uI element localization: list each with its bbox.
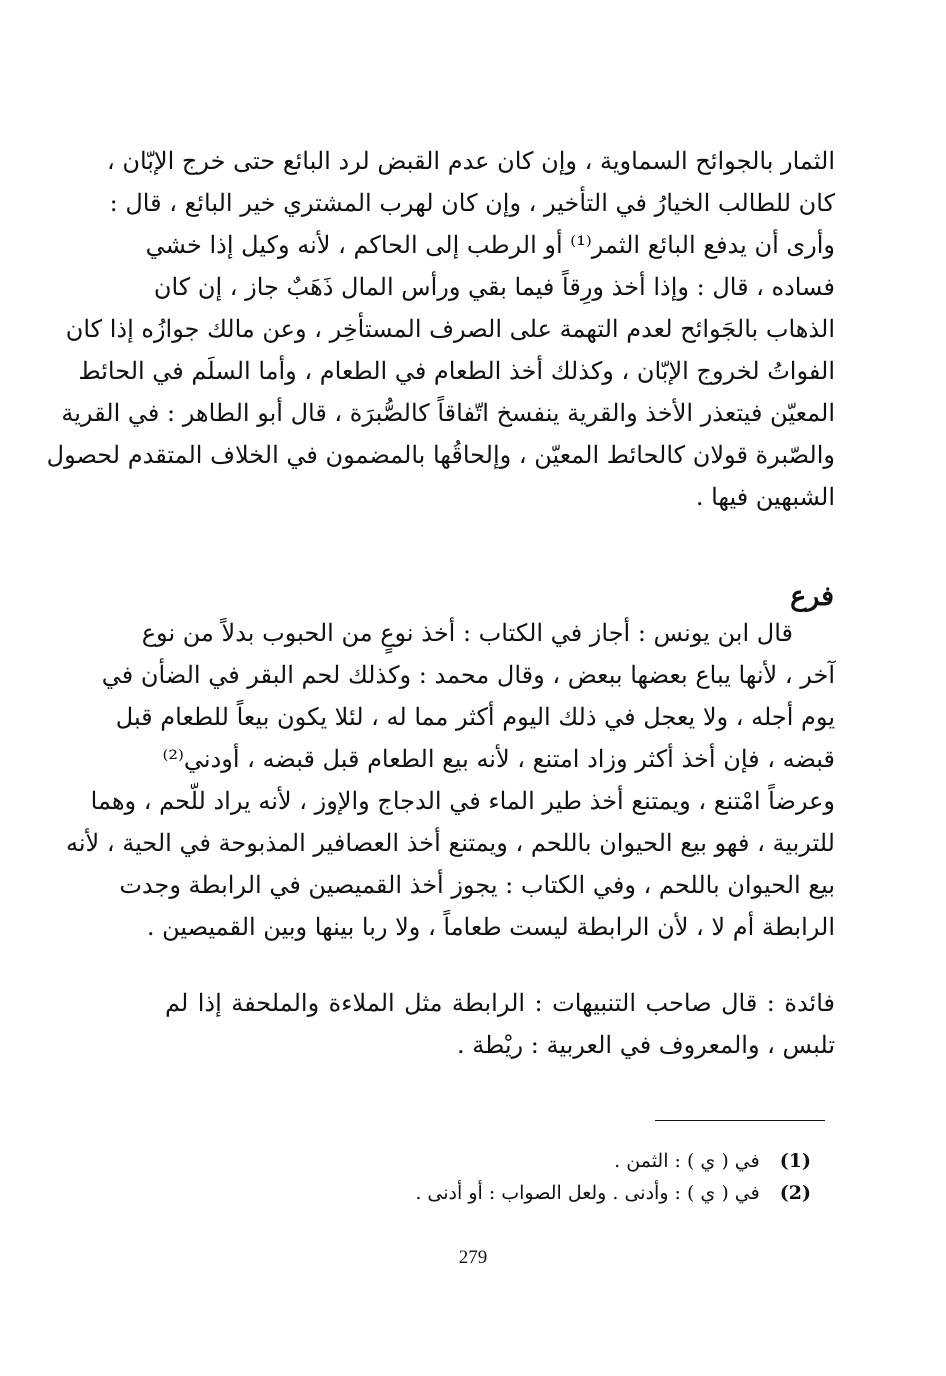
text-line: قبضه ، فإن أخذ أكثر وزاد امتنع ، لأنه بيع الطعام قبل قبضه ، أودني⁽²⁾ bbox=[162, 745, 835, 773]
footnote-number: (2) bbox=[779, 1182, 811, 1204]
text-line: فائدة : قال صاحب التنبيهات : الرابطة مثل الملاءة والملحفة إذا لم bbox=[165, 989, 835, 1017]
text-line: فساده ، قال : وإذا أخذ ورِقاً فيما بقي ورأس المال ذَهَبٌ جاز ، إن كان bbox=[153, 273, 835, 301]
footnote-divider bbox=[655, 1120, 825, 1121]
paragraph-3 bbox=[165, 982, 835, 1066]
page-number: 279 bbox=[458, 1247, 488, 1268]
section-heading: فرع bbox=[790, 581, 834, 612]
text-line: الرابطة أم لا ، لأن الرابطة ليست طعاماً ، ولا ربا بينها وبين القميصين . bbox=[146, 913, 835, 941]
text-line: الذهاب بالجَوائح لعدم التهمة على الصرف المستأخِر ، وعن مالك جوازُه إذا كان bbox=[65, 315, 835, 343]
text-line: المعيّن فيتعذر الأخذ والقرية ينفسخ اتّفاقاً كالصُّبرَة ، قال أبو الطاهر : في القرية bbox=[61, 399, 835, 427]
footnote-1 bbox=[311, 1145, 811, 1177]
text-line: الثمار بالجوائح السماوية ، وإن كان عدم القبض لرد البائع حتى خرج الإبّان ، bbox=[106, 147, 835, 175]
text-line: للتربية ، فهو بيع الحيوان باللحم ، ويمتنع أخذ العصافير المذبوحة في الحية ، لأنه bbox=[66, 829, 835, 857]
text-line: تلبس ، والمعروف في العربية : ريْطة . bbox=[457, 1031, 835, 1059]
text-line: الفواتُ لخروج الإبّان ، وكذلك أخذ الطعام في الطعام ، وأما السلَم في الحائط bbox=[78, 357, 835, 385]
footnote-2 bbox=[311, 1177, 811, 1209]
text-line: آخر ، لأنها يباع بعضها ببعض ، وقال محمد : وكذلك لحم البقر في الضأن في bbox=[101, 661, 835, 689]
text-line: والصّبرة قولان كالحائط المعيّن ، وإلحاقُها بالمضمون في الخلاف المتقدم لحصول bbox=[46, 441, 835, 469]
text-line: وأرى أن يدفع البائع الثمر⁽¹⁾ أو الرطب إلى الحاكم ، لأنه وكيل إذا خشي bbox=[145, 231, 835, 259]
text-line: بيع الحيوان باللحم ، وفي الكتاب : يجوز أخذ القميصين في الرابطة وجدت bbox=[119, 871, 835, 899]
text-line: يوم أجله ، ولا يعجل في ذلك اليوم أكثر مما له ، لئلا يكون بيعاً للطعام قبل bbox=[115, 703, 835, 731]
paragraph-1 bbox=[46, 140, 835, 518]
footnotes bbox=[311, 1145, 811, 1209]
text-line: وعرضاً امْتنع ، ويمتنع أخذ طير الماء في الدجاج والإوز ، لأنه يراد للّحم ، وهما bbox=[90, 787, 835, 815]
paragraph-2 bbox=[66, 612, 835, 948]
text-line: الشبهين فيها . bbox=[695, 483, 835, 511]
footnote-text: في ( ي ) : الثمن . bbox=[614, 1150, 760, 1172]
footnote-text: في ( ي ) : وأدنى . ولعل الصواب : أو أدنى . bbox=[415, 1182, 760, 1204]
text-line: كان للطالب الخيارُ في التأخير ، وإن كان لهرب المشتري خير البائع ، قال : bbox=[109, 189, 835, 217]
text-line: قال ابن يونس : أجاز في الكتاب : أخذ نوعٍ من الحبوب بدلاً من نوع bbox=[141, 619, 793, 647]
footnote-number: (1) bbox=[779, 1150, 811, 1172]
